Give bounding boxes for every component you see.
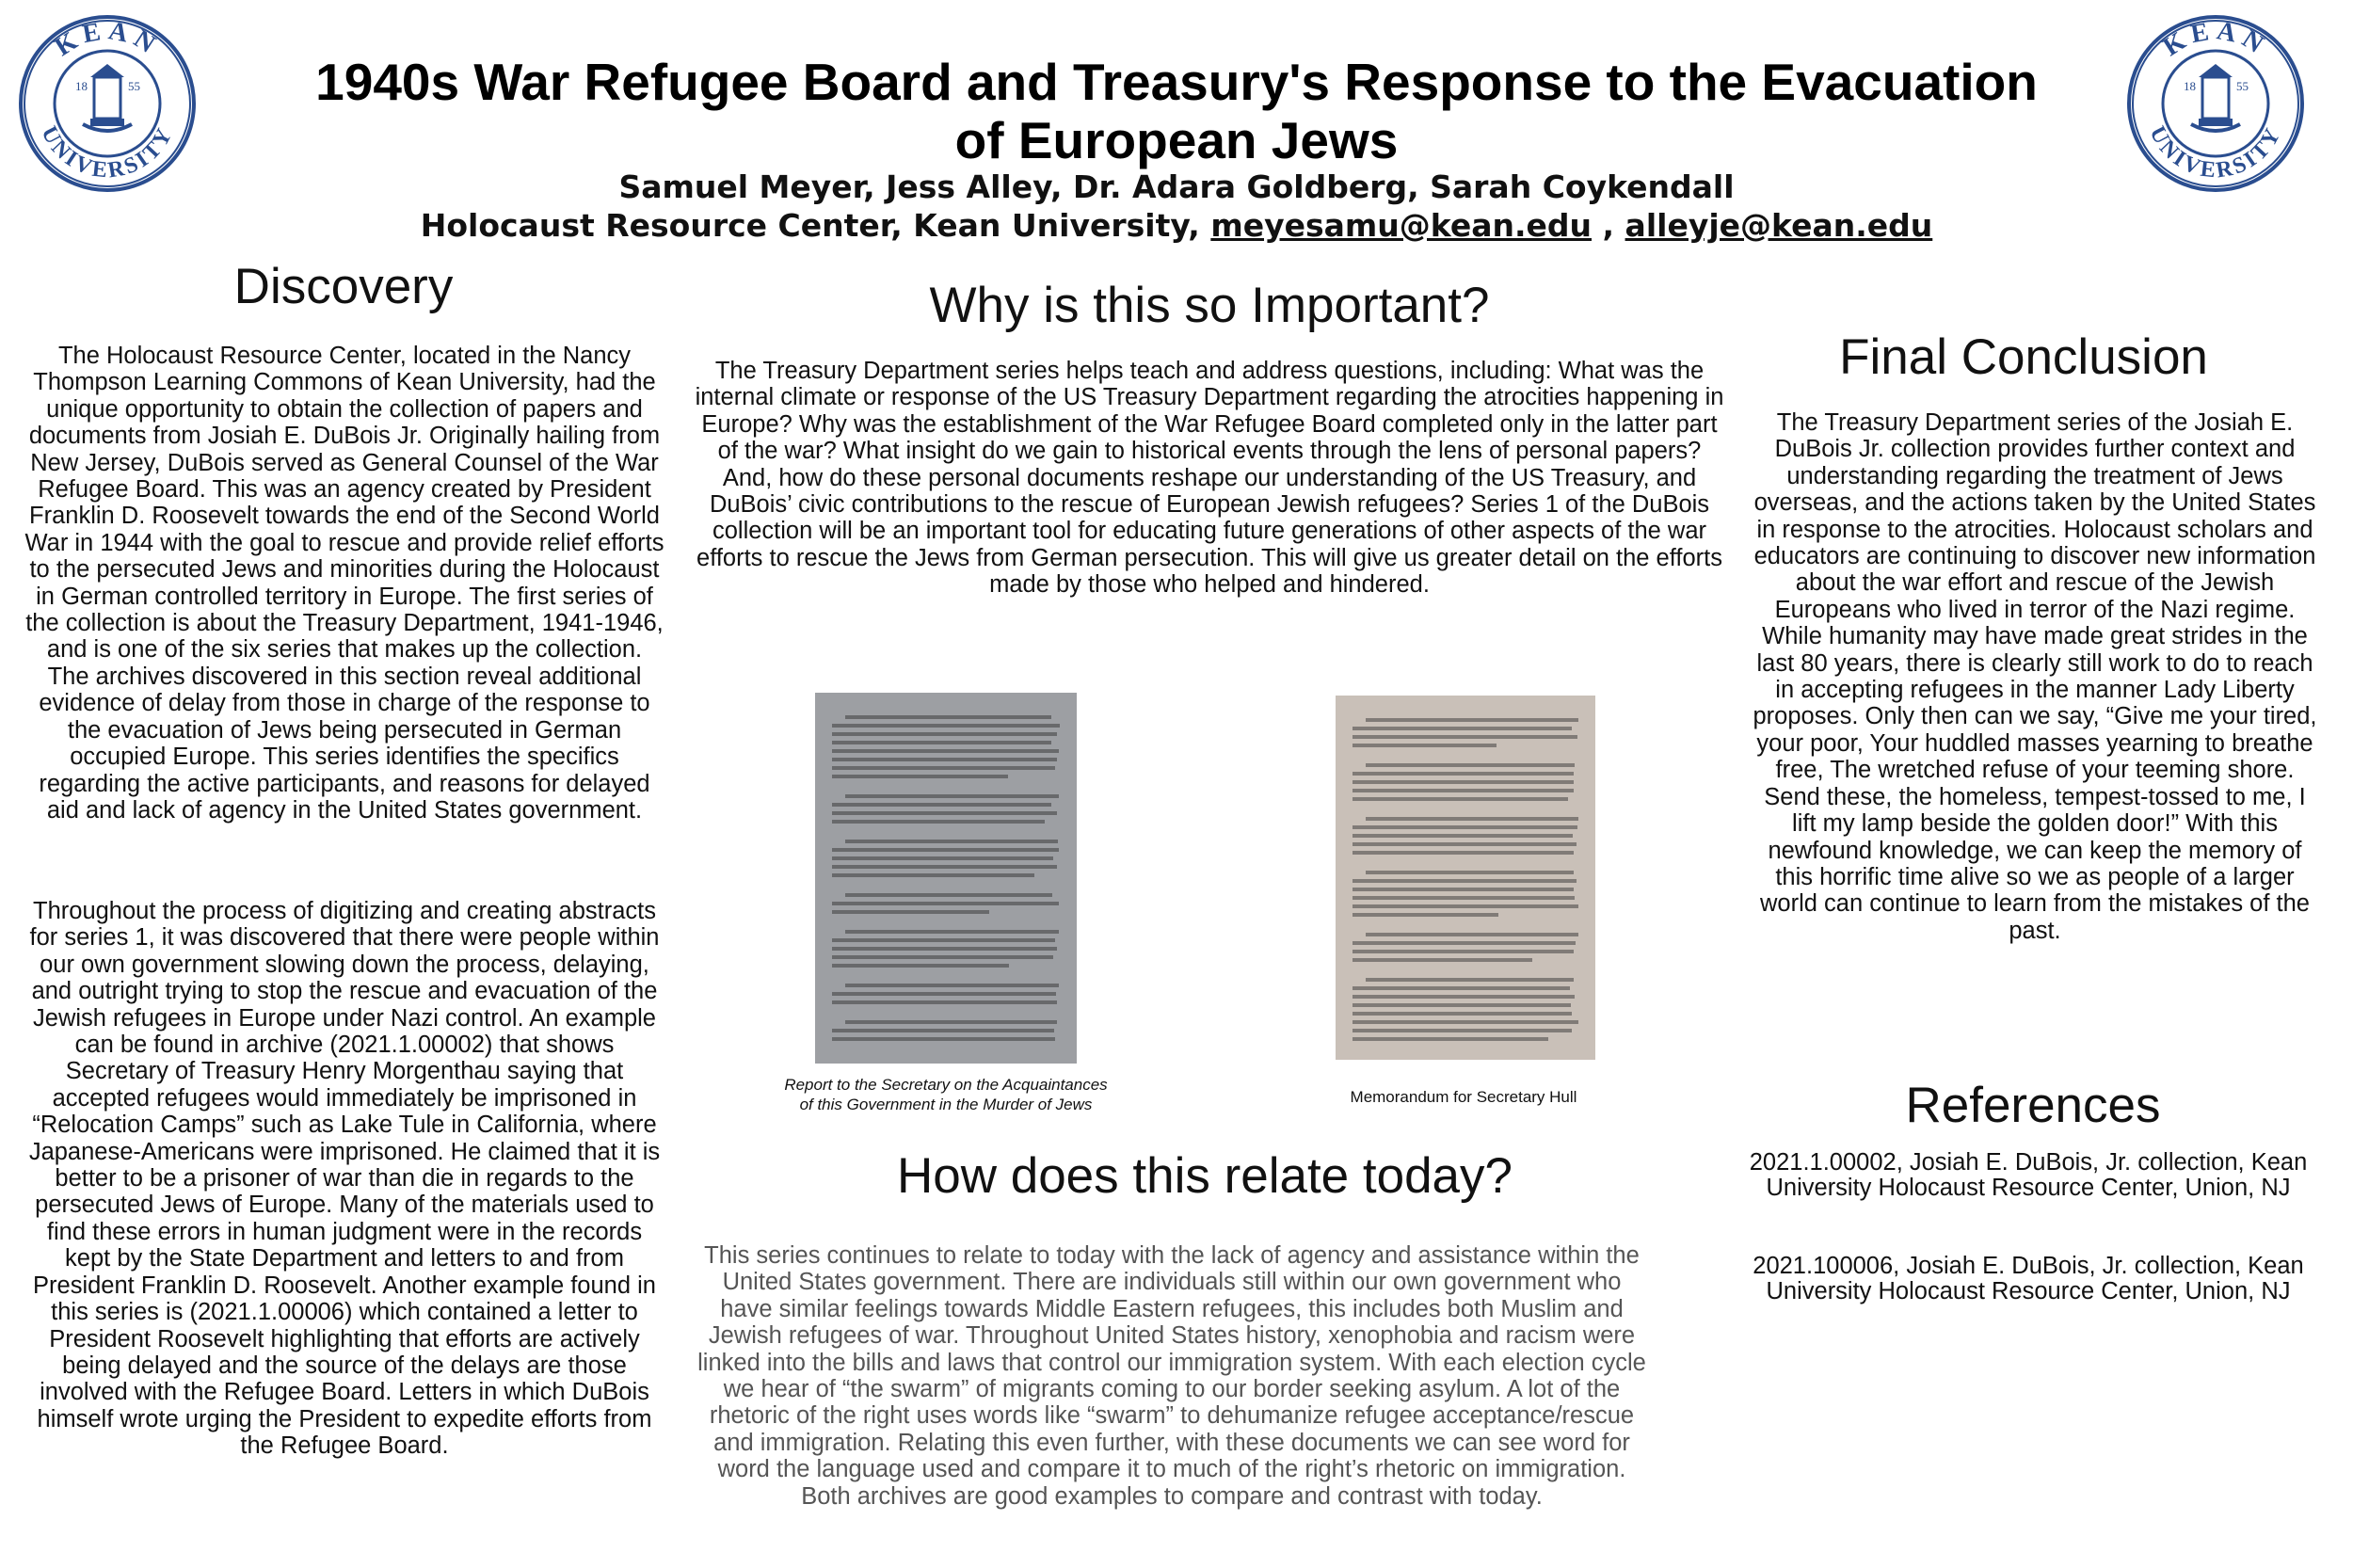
document-text-line [1353,842,1577,846]
document-text-line [1353,986,1570,990]
title-line-1: 1940s War Refugee Board and Treasury's Response to the Evacuation [315,53,2038,111]
affiliation-line [226,206,2127,246]
document-text-line [832,1000,1057,1004]
discovery-paragraph-2: Throughout the process of digitizing and creating abstracts for series 1, it was discovered that there were people within our own government slowing down the process, delaying, and outright trying to stop the rescue and evacuation of the Jewish refugees in Europe under Nazi control. An example can be found in archive (2021.1.00002) that shows Secretary of Treasury Henry Morgenthau saying that accepted refugees would immediately be imprisoned in “Relocation Camps” such as Lake Tule in California, where Japanese-Americans were imprisoned. He claimed that it is better to be a prisoner of war than die in regards to the persecuted Jews of Europe. Many of the materials used to find these errors in human judgment were in the records kept by the State Department and letters to and from President Franklin D. Roosevelt. Another example found in this series is (2021.1.00006) which contained a letter to President Roosevelt highlighting that efforts are actively being delayed and the source of the delays are those involved with the Refugee Board. Letters in which DuBois himself wrote urging the President to expedite efforts from the Refugee Board. [28,898,661,1460]
document-text-line [845,840,1058,843]
document-text-line [1353,851,1574,855]
document-text-line [832,775,1008,778]
document-text-line [832,856,1053,860]
document-text-line [832,741,1051,744]
svg-text:KEAN: KEAN [2157,16,2274,63]
document-text-line [832,820,1045,824]
kean-university-seal-left [17,13,198,194]
document-text-line [832,758,1057,761]
svg-text:UNIVERSITY: UNIVERSITY [2144,122,2287,184]
document-text-line [1366,933,1578,936]
document-text-line [832,749,1059,753]
svg-text:18: 18 [75,79,88,93]
discovery-paragraph-1: The Holocaust Resource Center, located in the Nancy Thompson Learning Commons of Kean University, had the unique opportunity to obtain the collection of papers and documents from Josiah E. DuBois Jr. Originally hailing from New Jersey, DuBois served as General Counsel of the War Refugee Board. This was an agency created by President Franklin D. Roosevelt towards the end of the Second World War in 1944 with the goal to rescue and provide relief efforts to the persecuted Jews and minorities during the Holocaust in German controlled territory in Europe. The first series of the collection is about the Treasury Department, 1941-1946, and is one of the six series that makes up the collection. The archives discovered in this section reveal additional evidence of delay from those in charge of the response to the evacuation of Jews being persecuted in German occupied Europe. This series identifies the specifics regarding the active participants, and reasons for delayed aid and lack of agency in the United States government. [24,343,664,824]
document-text-line [832,910,989,914]
document-text-line [832,992,1056,996]
discovery-heading: Discovery [233,259,454,314]
document-text-line [1353,789,1574,792]
svg-text:55: 55 [2236,79,2249,93]
report-caption [744,1075,1148,1114]
email-separator: , [1592,207,1625,244]
document-text-line [845,893,1052,897]
reference-item-2: 2021.100006, Josiah E. DuBois, Jr. collection, Kean University Holocaust Resource Center, Union, NJ [1753,1253,2304,1304]
conclusion-paragraph: The Treasury Department series of the Josiah E. DuBois Jr. collection provides further context and understanding regarding the treatment of Jews overseas, and the actions taken by the United States in response to the atrocities. Holocaust scholars and educators are continuing to discover new information about the war effort and rescue of the Jewish Europeans who lived in terror of the Nazi regime. While humanity may have made great strides in the last 80 years, there is clearly still work to do to reach in accepting refugees in the manner Lady Liberty proposes. Only then can we say, “Give me your tired, your poor, Your huddled masses yearning to breathe free, The wretched refuse of your teeming shore. Send these, the homeless, tempest-tossed to me, I lift my lamp beside the golden door!” With this newfound knowledge, we can keep the memory of this horrific time alive so we as people of a larger world can continue to learn from the mistakes of the past. [1753,409,2317,944]
document-text-line [832,811,1057,815]
document-text-line [1353,772,1574,776]
document-text-line [832,938,1055,942]
document-text-line [1353,904,1578,908]
document-text-line [1353,1037,1548,1041]
document-text-line [832,766,1055,770]
document-text-line [1353,735,1577,739]
document-text-line [1353,950,1574,953]
today-heading: How does this relate today? [896,1148,1513,1204]
affiliation: Holocaust Resource Center, Kean University, [420,207,1200,244]
document-text-line [832,1037,1055,1041]
document-text-line [1353,744,1497,747]
email-link-2[interactable]: alleyje@kean.edu [1625,207,1933,244]
document-text-line [1353,913,1498,917]
document-text-line [845,1020,1057,1024]
document-text-line [845,984,1059,987]
today-paragraph: This series continues to relate to today with the lack of agency and assistance within the United States government. There are individuals still within our own government who have similar feelings towards Middle Eastern refugees, this includes both Muslim and Jewish refugees of war. Throughout United States history, xenophobia and racism were linked into the bills and laws that control our immigration system. With each election cycle we hear of “the swarm” of migrants coming to our border seeking asylum. A lot of the rhetoric of the right uses words like “swarm” to dehumanize refugee acceptance/rescue and immigration. Relating this even further, with these documents we can see word for word the language used and compare it to much of the right’s rhetoric on immigration. Both archives are good examples to compare and contrast with today. [697,1242,1646,1510]
document-text-line [1353,1029,1572,1032]
document-text-line [1353,879,1577,883]
document-text-line [845,930,1059,934]
document-text-line [1353,1020,1578,1024]
conclusion-heading: Final Conclusion [1839,329,2208,385]
document-text-line [1353,797,1568,801]
document-text-line [832,732,1057,736]
document-text-line [832,964,1009,968]
document-text-line [1366,978,1574,982]
report-caption-line-2: of this Government in the Murder of Jews [799,1096,1093,1113]
document-text-line [1353,941,1576,945]
report-caption-line-1: Report to the Secretary on the Acquaintances [784,1076,1108,1094]
document-text-line [1353,888,1574,891]
kean-university-seal-right [2125,13,2306,194]
references-heading: References [1905,1078,2161,1133]
svg-text:55: 55 [128,79,140,93]
document-text-line [832,1029,1054,1032]
document-text-line [832,724,1060,728]
document-text-line [1353,1012,1572,1016]
document-text-line [1366,817,1578,821]
document-text-line [832,873,1034,877]
document-text-line [832,902,1059,905]
document-text-line [1353,958,1532,962]
document-text-line [1353,995,1575,999]
document-text-line [1353,896,1575,900]
document-text-line [832,955,1053,959]
svg-text:KEAN: KEAN [49,16,166,63]
memorandum-caption: Memorandum for Secretary Hull [1350,1088,1577,1106]
svg-text:UNIVERSITY: UNIVERSITY [36,122,179,184]
document-text-line [1353,727,1572,730]
document-text-line [1366,718,1578,722]
authors: Samuel Meyer, Jess Alley, Dr. Adara Goldberg, Sarah Coykendall [618,168,1735,205]
importance-heading: Why is this so Important? [929,278,1490,333]
report-document-image [815,693,1077,1064]
importance-paragraph: The Treasury Department series helps teach and address questions, including: What was the internal climate or response of the US Treasury Department regarding the atrocities happening in Europe? Why was the establishment of the War Refugee Board completed only in the latter part of the war? What insight do we gain to historical events through the lens of personal papers? And, how do these personal documents reshape our understanding of the US Treasury, and DuBois’ civic contributions to the rescue of European Jewish refugees? Series 1 of the DuBois collection will be an important tool for educating future generations of other aspects of the war efforts to rescue the Jews from German persecution. This will give us greater detail on the efforts made by those who helped and hindered. [695,358,1724,599]
title-line-2: of European Jews [954,111,1399,169]
document-text-line [1353,1003,1571,1007]
document-text-line [832,803,1051,807]
document-text-line [1366,871,1574,874]
document-text-line [1353,825,1577,829]
document-text-line [845,794,1059,798]
document-text-line [832,848,1059,852]
memorandum-document-image [1336,696,1595,1060]
reference-item-1: 2021.1.00002, Josiah E. DuBois, Jr. collection, Kean University Holocaust Resource Center, Union, NJ [1749,1149,2308,1201]
document-text-line [1366,763,1575,767]
document-text-line [1353,834,1573,838]
poster-title [226,53,2127,169]
email-link-1[interactable]: meyesamu@kean.edu [1210,207,1593,244]
document-text-line [832,865,1057,869]
document-text-line [1353,780,1574,784]
document-text-line [832,947,1057,951]
document-text-line [845,715,1051,719]
svg-text:18: 18 [2184,79,2196,93]
